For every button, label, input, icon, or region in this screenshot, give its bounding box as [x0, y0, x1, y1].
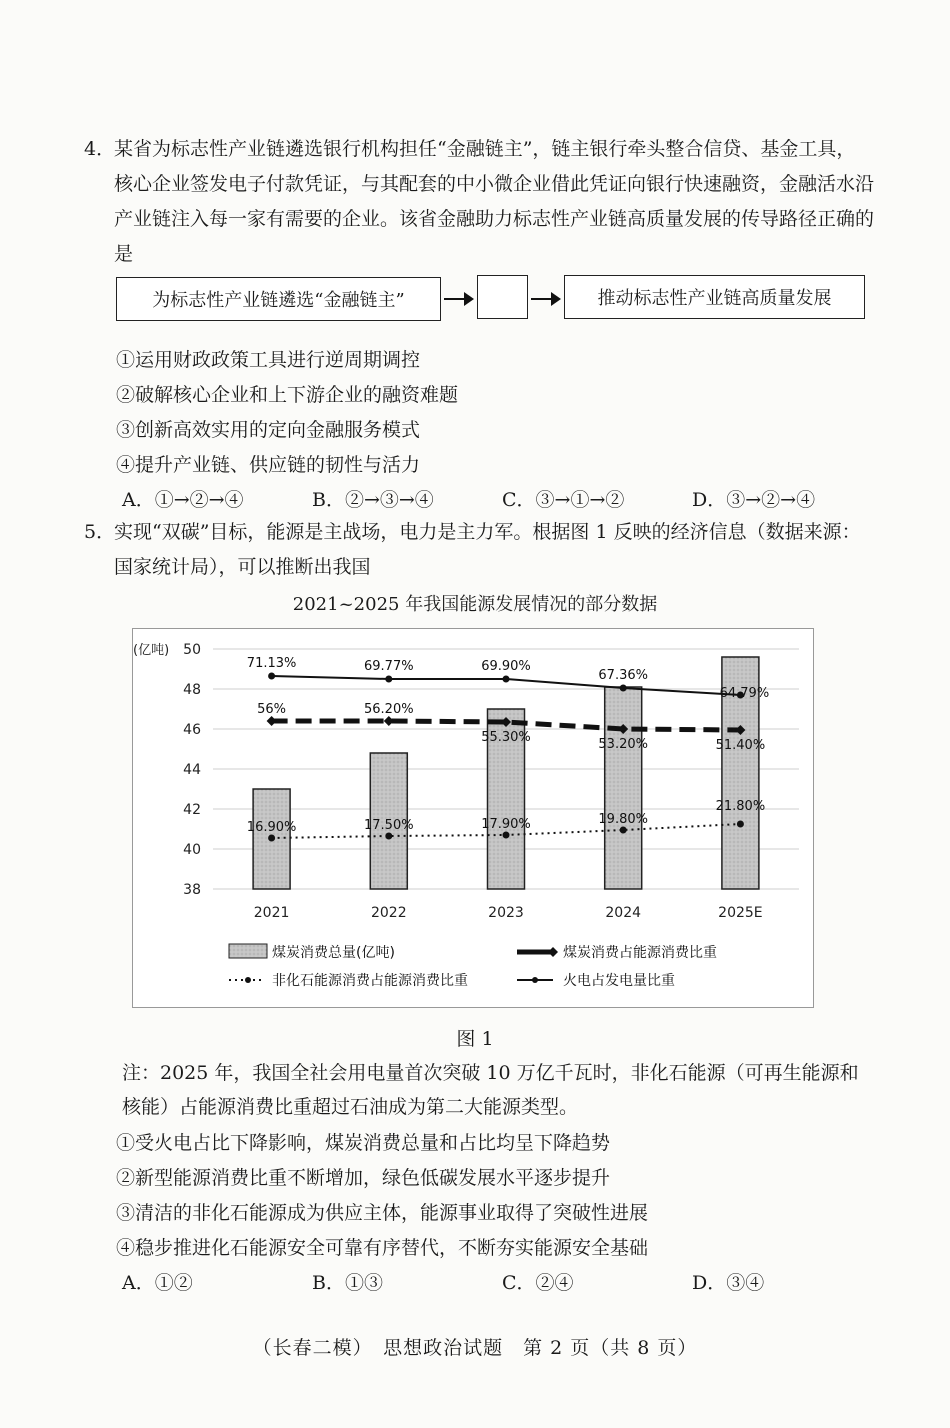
- choice-c[interactable]: C．③→①→②: [502, 489, 625, 511]
- legend-label: 火电占发电量比重: [563, 973, 675, 989]
- legend-label: 煤炭消费总量(亿吨): [272, 945, 395, 961]
- data-label: 51.40%: [715, 738, 766, 753]
- option-item: ③清洁的非化石能源成为供应主体，能源事业取得了突破性进展: [116, 1202, 649, 1224]
- question-number: 5．: [84, 521, 116, 543]
- data-point: [503, 676, 510, 683]
- data-label: 16.90%: [246, 820, 297, 835]
- y-tick-label: 46: [183, 722, 201, 738]
- option-item: ④稳步推进化石能源安全可靠有序替代，不断夯实能源安全基础: [116, 1237, 649, 1259]
- flow-arrow: [444, 298, 472, 300]
- x-tick-label: 2023: [488, 905, 524, 921]
- data-point: [385, 676, 392, 683]
- question-4: [84, 132, 874, 272]
- chart-frame: [132, 628, 814, 1008]
- data-point: [385, 833, 392, 840]
- flow-box-right: 推动标志性产业链高质量发展: [564, 275, 865, 319]
- y-tick-label: 50: [183, 642, 201, 658]
- data-label: 19.80%: [598, 812, 648, 827]
- y-tick-label: 44: [183, 762, 201, 778]
- choice-d[interactable]: D．③→②→④: [692, 489, 816, 511]
- data-label: 69.77%: [364, 659, 414, 674]
- option-item: ①受火电占比下降影响，煤炭消费总量和占比均呈下降趋势: [116, 1132, 611, 1154]
- flow-arrow: [531, 298, 559, 300]
- data-label: 21.80%: [715, 799, 766, 814]
- choice-c[interactable]: C．②④: [502, 1272, 574, 1294]
- y-axis-label: (亿吨): [133, 643, 170, 658]
- flow-box-left: 为标志性产业链遴选“金融链主”: [116, 277, 441, 321]
- data-point: [268, 835, 275, 842]
- option-item: ②破解核心企业和上下游企业的融资难题: [116, 384, 459, 406]
- option-item: ④提升产业链、供应链的韧性与活力: [116, 454, 421, 476]
- answer-choices: [122, 1268, 882, 1295]
- legend-label: 非化石能源消费占能源消费比重: [272, 973, 468, 989]
- data-label: 56.20%: [364, 702, 414, 717]
- bar-coal-consumption: [605, 687, 642, 889]
- x-tick-label: 2021: [253, 905, 290, 921]
- data-point: [267, 716, 277, 726]
- option-item: ③创新高效实用的定向金融服务模式: [116, 419, 421, 441]
- data-point: [268, 673, 275, 680]
- question-number: 4．: [84, 138, 116, 160]
- legend-swatch-marker: [548, 947, 558, 957]
- data-label: 17.90%: [481, 817, 531, 832]
- choice-b[interactable]: B．②→③→④: [312, 489, 434, 511]
- x-tick-label: 2025E: [718, 905, 763, 921]
- question-5: [84, 515, 874, 585]
- option-item: ①运用财政政策工具进行逆周期调控: [116, 349, 421, 371]
- data-label: 67.36%: [598, 668, 648, 683]
- question-stem: 某省为标志性产业链遴选银行机构担任“金融链主”，链主银行牵头整合信贷、基金工具，核心企业签发电子付款凭证，与其配套的中小微企业借此凭证向银行快速融资，金融活水沿产业链注入每一家有需要的企业。该省金融助力标志性产业链高质量发展的传导路径正确的是: [114, 138, 875, 265]
- question-stem: 实现“双碳”目标，能源是主战场，电力是主力军。根据图 1 反映的经济信息（数据来源：国家统计局），可以推断出我国: [114, 521, 861, 578]
- y-tick-label: 40: [183, 842, 201, 858]
- data-point: [384, 716, 394, 726]
- option-item: ②新型能源消费比重不断增加，绿色低碳发展水平逐步提升: [116, 1167, 611, 1189]
- y-tick-label: 48: [183, 682, 201, 698]
- data-point: [503, 832, 510, 839]
- data-label: 71.13%: [246, 656, 297, 671]
- x-tick-label: 2024: [605, 905, 642, 921]
- chart-note: 注：2025 年，我国全社会用电量首次突破 10 万亿千瓦时，非化石能源（可再生能源和核能）占能源消费比重超过石油成为第二大能源类型。: [122, 1062, 859, 1118]
- data-label: 69.90%: [481, 659, 531, 674]
- data-point: [620, 827, 627, 834]
- choice-d[interactable]: D．③④: [692, 1272, 765, 1294]
- legend-swatch-marker: [532, 977, 538, 983]
- data-label: 55.30%: [481, 730, 531, 745]
- chart-title: 2021~2025 年我国能源发展情况的部分数据: [292, 594, 658, 615]
- data-label: 53.20%: [598, 737, 648, 752]
- flow-box-blank: [477, 275, 528, 319]
- page-footer: （长春二模） 思想政治试题 第 2 页（共 8 页）: [252, 1337, 698, 1359]
- legend-swatch-marker: [245, 977, 251, 983]
- choice-a[interactable]: A．①→②→④: [122, 489, 244, 511]
- figure-caption: 图 1: [456, 1028, 494, 1050]
- y-tick-label: 42: [183, 802, 201, 818]
- energy-chart: [133, 629, 813, 1007]
- legend-swatch-bar: [229, 944, 267, 958]
- data-label: 56%: [257, 702, 287, 717]
- legend-label: 煤炭消费占能源消费比重: [563, 945, 717, 961]
- data-point: [737, 821, 744, 828]
- answer-choices: [122, 485, 882, 512]
- y-tick-label: 38: [183, 882, 201, 898]
- choice-b[interactable]: B．①③: [312, 1272, 383, 1294]
- data-label: 17.50%: [364, 818, 414, 833]
- choice-a[interactable]: A．①②: [122, 1272, 193, 1294]
- x-tick-label: 2022: [370, 905, 407, 921]
- data-label: 64.79%: [719, 686, 770, 701]
- data-point: [620, 685, 627, 692]
